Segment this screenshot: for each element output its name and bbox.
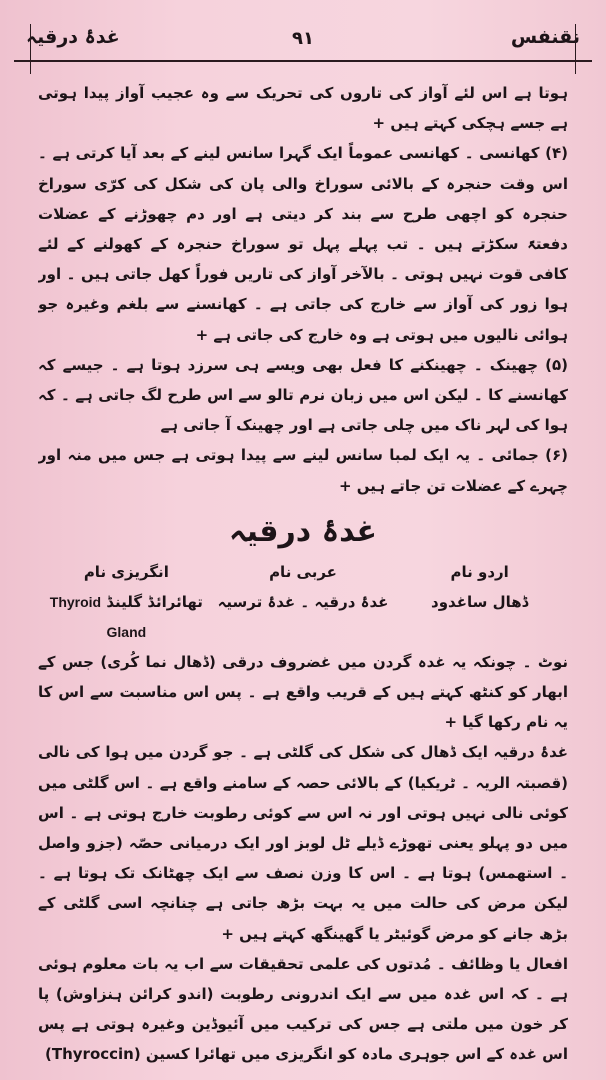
names-value-urdu: ڈھال ساغدود (431, 592, 529, 611)
header-divider-left (30, 24, 31, 74)
names-value-arabic: غدۂ درقیہ ۔ غدۂ ترسیہ (217, 592, 389, 611)
names-header-arabic: عربی نام (269, 562, 337, 581)
names-value-english-urdu: تھائرائڈ گلینڈ (106, 592, 203, 611)
names-table (38, 557, 568, 647)
names-header-urdu: اردو نام (450, 562, 509, 581)
paragraph-functions: افعال یا وظائف ۔ مُدتوں کی علمی تحقیقات سے اب یہ بات معلوم ہوئی ہے ۔ کہ اس غدہ میں سے ایک اندرونی رطوبت (اندو کرائن ہنزاوش) پا کر خون میں ملتی ہے جس کی ترکیب میں آئیوڈین وغیرہ ہوتی ہے پس اس غدہ کے اس جوہری مادہ کو انگریزی میں تھائرا کسین (Thyroccin) (38, 954, 568, 1064)
paragraph-sneeze: (۵) چھینک ۔ چھینکنے کا فعل بھی ویسے ہی سرزد ہوتا ہے ۔ جیسے کہ کھانسنے کا ۔ لیکن اس میں زبان نرم تالو سے اس طرح لگ جاتی ہے ۔ کہ ہوا کی لہر ناک میں چلی جاتی ہے اور چھینک آ جاتی ہے (38, 355, 568, 435)
paragraph-thyroid-description: غدۂ درقیہ ایک ڈھال کی شکل کی گلٹی ہے ۔ جو گردن میں ہوا کی نالی (قصبتہ الریہ ۔ ٹریکیا) کے بالائی حصہ کے سامنے واقع ہے ۔ اس گلٹی میں کوئی نالی نہیں ہوتی اور نہ اس سے کوئی رطوبت خارج ہوتی ہے ۔ اس میں دو پہلو یعنی تھوڑے ڈیلے ٹل لوبز اور ایک درمیانی حصّہ (جزو واصل ۔ استھمس) ہوتا ہے ۔ اس کا وزن نصف سے ایک چھٹانک تک ہوتا ہے ۔ لیکن مرض کی حالت میں یہ بہت بڑھ جاتی ہے چنانچہ اسی گلٹی کے بڑھ جانے کو مرض گوئیٹر یا گھینگھ کہتے ہیں + (38, 743, 568, 943)
paragraph-hiccup-end: ہوتا ہے اس لئے آواز کی تاروں کی تحریک سے وہ عجیب آواز پیدا ہوتی ہے جسے ہچکی کہتے ہیں + (38, 84, 568, 133)
paragraph-yawn: (۶) جمائی ۔ یہ ایک لمبا سانس لینے سے پیدا ہوتی ہے جس میں منہ اور چہرے کے عضلات تن جاتے ہیں + (38, 446, 568, 495)
names-header-english: انگریزی نام (83, 562, 169, 581)
page-body (38, 78, 568, 1073)
names-value-english-latin: Thyroid Gland (49, 593, 147, 640)
page-number: ۹۱ (292, 28, 314, 49)
names-value-english (38, 587, 215, 647)
header-rule (14, 60, 592, 62)
header-section-title: غدۂ درقیہ (26, 26, 120, 48)
page-header (18, 22, 588, 58)
header-divider-right (575, 24, 576, 74)
header-chapter-title: نقنفس (510, 26, 580, 48)
paragraph-cough: (۴) کھانسی ۔ کھانسی عموماً ایک گہرا سانس لینے کے بعد آیا کرتی ہے ۔ اس وقت حنجرہ کے بالائی سوراخ والی پان کی شکل کی کرّی سوراخ حنجرہ کو اچھی طرح سے بند کر دیتی ہے اور دم چھوڑنے کے عضلات دفعتہً سکڑتے ہیں ۔ تب پہلے پہل تو سوراخ حنجرہ کے کھولنے کے لئے کافی قوت نہیں ہوتی ۔ بالآخر آواز کی تاریں فوراً کھل جاتی ہیں ۔ اور ہوا زور کی آواز سے خارج کی جاتی ہے ۔ کھانسنے سے بلغم وغیرہ جو ہوائی نالیوں میں ہوتی ہے وہ خارج کی جاتی ہے + (38, 144, 568, 344)
paragraph-note: نوٹ ۔ چونکہ یہ غدہ گردن میں غضروف درقی (ڈھال نما کُری) جس کے ابھار کو کنٹھ کہتے ہیں کے قریب واقع ہے ۔ پس اس مناسبت سے اس کا یہ نام رکھا گیا + (38, 652, 568, 732)
section-heading: غدۂ درقیہ (229, 513, 377, 549)
